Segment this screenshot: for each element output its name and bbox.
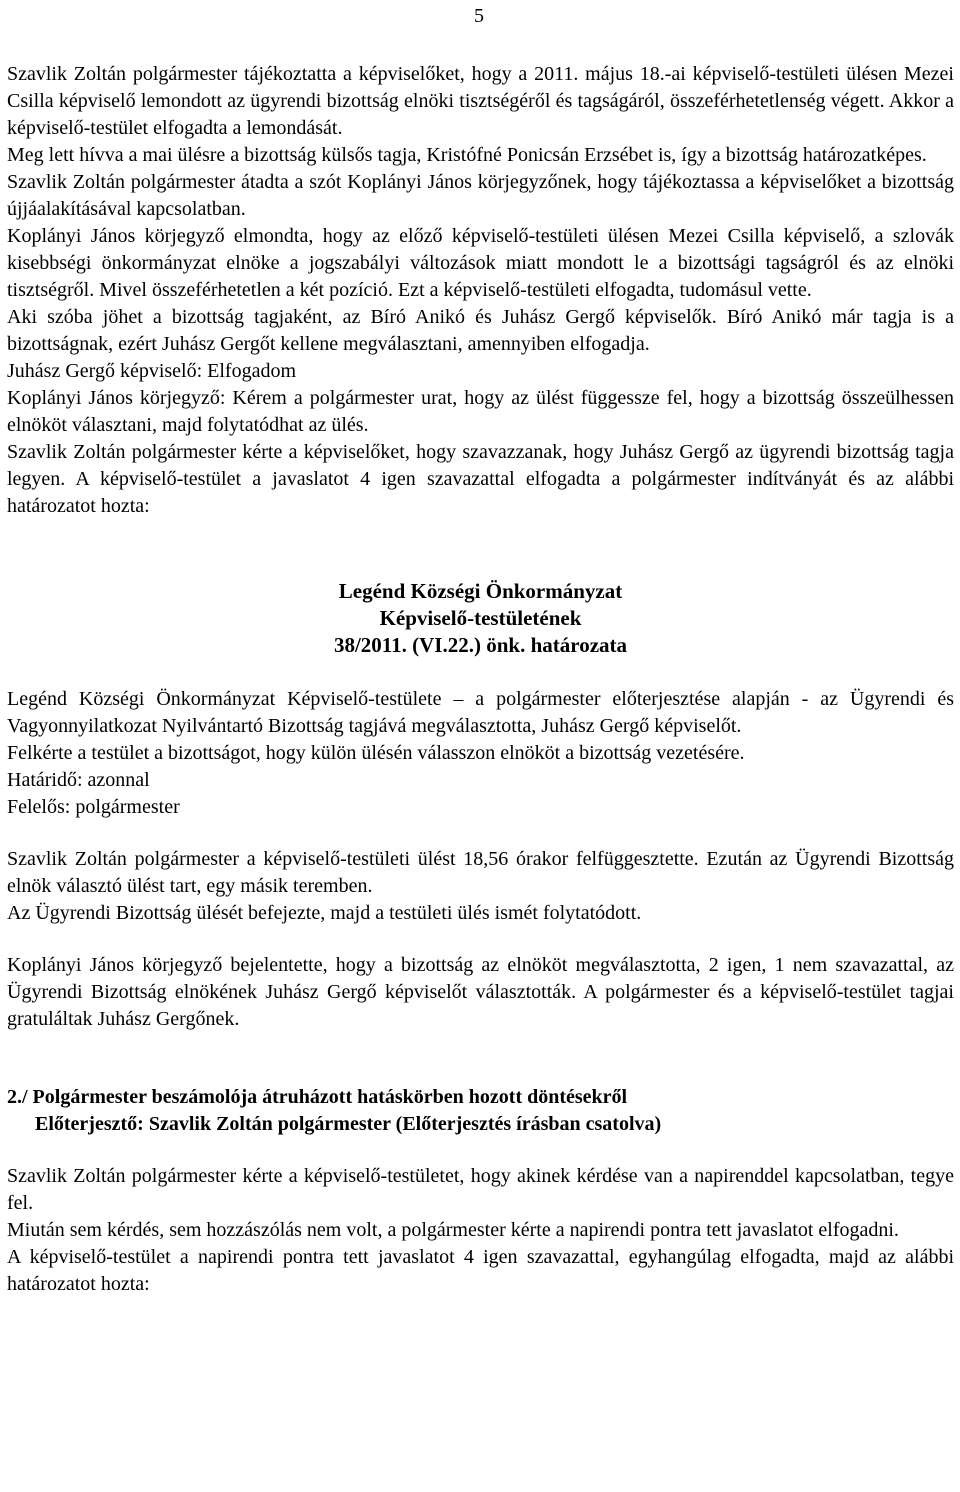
- resolution-responsible: Felelős: polgármester: [7, 796, 180, 818]
- resolution-deadline: Határidő: azonnal: [7, 769, 150, 791]
- paragraph-suspend-request: Koplányi János körjegyző: Kérem a polgármester urat, hogy az ülést függessze fel, hogy a bizottság összeülhessen elnököt választani, majd folytatódhat az ülés.: [7, 387, 954, 436]
- paragraph-chair-elected: Koplányi János körjegyző bejelentette, hogy a bizottság az elnököt megválasztotta, 2 igen, 1 nem szavazattal, az Ügyrendi Bizottság elnökének Juhász Gergő képviselőt választották. A polgármester és a képviselő-testület tagjai gratuláltak Juhász Gergőnek.: [7, 954, 954, 1030]
- resolution-heading-line1: Legénd Községi Önkormányzat: [338, 579, 623, 603]
- paragraph-vote: Szavlik Zoltán polgármester kérte a képviselőket, hogy szavazzanak, hogy Juhász Gergő az ügyrendi bizottság tagja legyen. A képviselő-testület a javaslatot 4 igen szavazattal elfogadta a polgármester indítványát és az alábbi határozatot hozta:: [7, 441, 954, 517]
- paragraph-session-resumed: Az Ügyrendi Bizottság ülését befejezte, majd a testületi ülés ismét folytatódott.: [7, 902, 642, 924]
- resolution-heading: [7, 578, 954, 659]
- resolution-request: Felkérte a testület a bizottságot, hogy külön ülésén válasszon elnököt a bizottság vezetésére.: [7, 742, 745, 764]
- paragraph-candidates: Aki szóba jöhet a bizottság tagjaként, az Bíró Anikó és Juhász Gergő képviselők. Bíró Anikó már tagja is a bizottságnak, ezért Juhász Gergőt kellene megválasztani, amennyiben elfogadja.: [7, 306, 954, 355]
- resolution-heading-line3: 38/2011. (VI.22.) önk. határozata: [333, 633, 628, 657]
- paragraph-session-suspended: Szavlik Zoltán polgármester a képviselő-testületi ülést 18,56 órakor felfüggesztette. Ezután az Ügyrendi Bizottság elnök választó ülést tart, egy másik teremben.: [7, 848, 954, 897]
- paragraph-notary-explanation: Koplányi János körjegyző elmondta, hogy az előző képviselő-testületi ülésen Mezei Csilla képviselő, a szlovák kisebbségi önkormányzat elnöke a jogszabályi változások miatt mondott le a bizottsági tagságról és az elnöki tisztségről. Mivel összeférhetetlen a két pozíció. Ezt a képviselő-testületi elfogadta, tudomásul vette.: [7, 225, 954, 301]
- resolution-heading-line2: Képviselő-testületének: [379, 606, 582, 630]
- document-body: [7, 61, 954, 1298]
- paragraph-external-member: Meg lett hívva a mai ülésre a bizottság külsős tagja, Kristófné Ponicsán Erzsébet is, így a bizottság határozatképes.: [7, 144, 927, 166]
- agenda-item-presenter: Előterjesztő: Szavlik Zoltán polgármester (Előterjesztés írásban csatolva): [35, 1113, 662, 1135]
- paragraph-no-questions: Miután sem kérdés, sem hozzászólás nem volt, a polgármester kérte a napirendi pontra tett javaslatot elfogadni.: [7, 1219, 899, 1241]
- paragraph-questions: Szavlik Zoltán polgármester kérte a képviselő-testületet, hogy akinek kérdése van a napirenddel kapcsolatban, tegye fel.: [7, 1165, 954, 1214]
- page-number: 5: [474, 5, 484, 27]
- resolution-body: Legénd Községi Önkormányzat Képviselő-testülete – a polgármester előterjesztése alapján - az Ügyrendi és Vagyonnyilatkozat Nyilvántartó Bizottság tagjává megválasztotta, Juhász Gergő képviselőt.: [7, 688, 954, 737]
- paragraph-floor-to-notary: Szavlik Zoltán polgármester átadta a szót Koplányi János körjegyzőnek, hogy tájékoztassa a képviselőket a bizottság újjáalakításával kapcsolatban.: [7, 171, 954, 220]
- paragraph-agenda-vote: A képviselő-testület a napirendi pontra tett javaslatot 4 igen szavazattal, egyhangúlag elfogadta, majd az alábbi határozatot hozta:: [7, 1246, 954, 1295]
- agenda-item-title: 2./ Polgármester beszámolója átruházott hatáskörben hozott döntésekről: [7, 1086, 628, 1108]
- paragraph-resignation: Szavlik Zoltán polgármester tájékoztatta a képviselőket, hogy a 2011. május 18.-ai képviselő-testületi ülésen Mezei Csilla képviselő lemondott az ügyrendi bizottság elnöki tisztségéről és tagságáról, összeférhetetlenség végett. Akkor a képviselő-testület elfogadta a lemondását.: [7, 63, 954, 139]
- paragraph-acceptance: Juhász Gergő képviselő: Elfogadom: [7, 360, 297, 382]
